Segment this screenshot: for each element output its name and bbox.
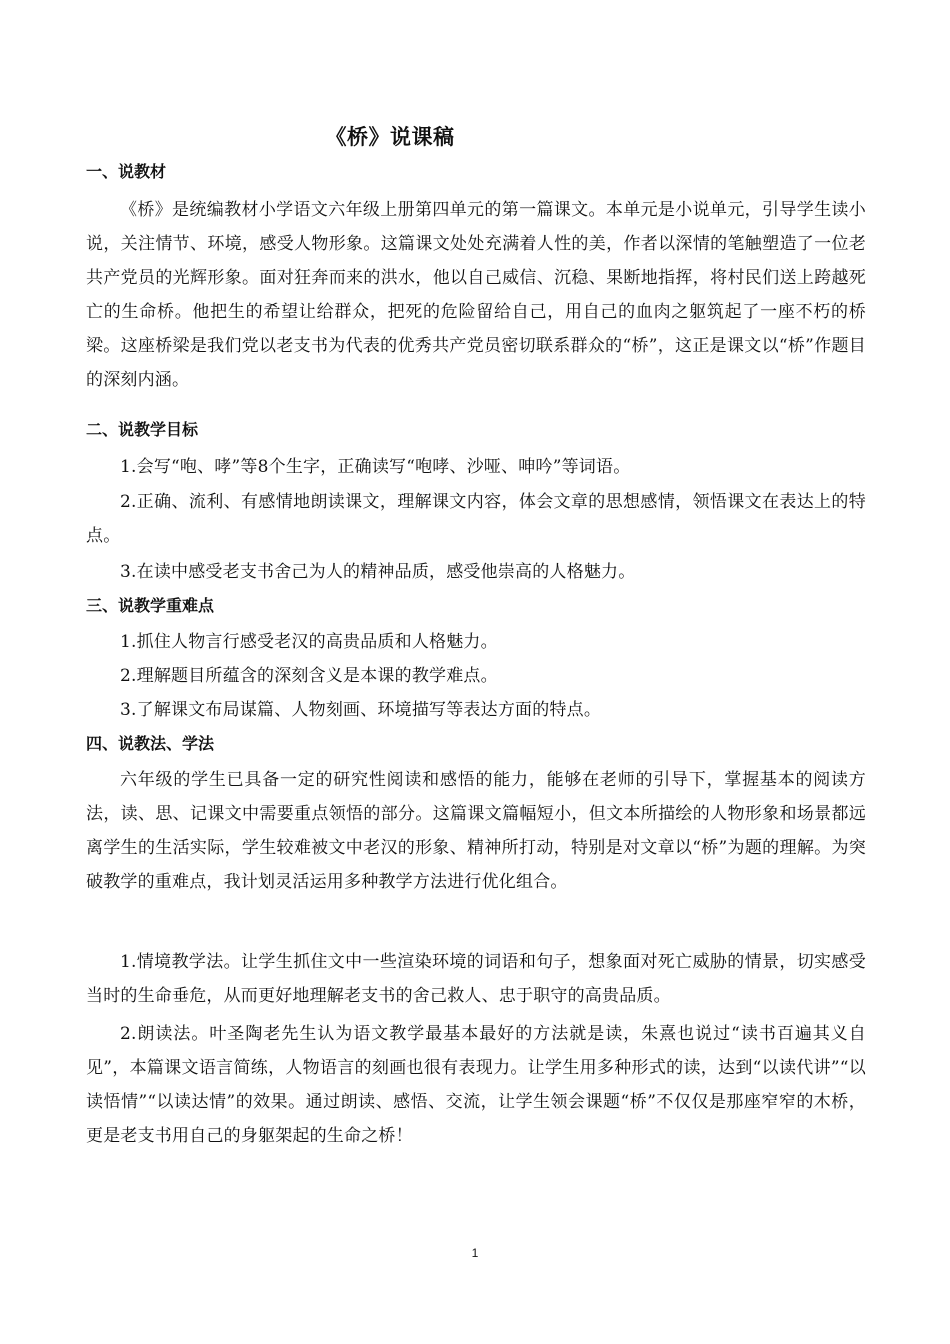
document-title: 《桥》说课稿 xyxy=(325,125,455,149)
list-item: 1.会写“咆、哮”等8个生字，正确读写“咆哮、沙哑、呻吟”等词语。 xyxy=(120,457,631,477)
list-item: 2.朗读法。叶圣陶老先生认为语文教学最基本最好的方法就是读，朱熹也说过“读书百遍其义自见”，本篇课文语言简练，人物语言的刻画也很有表现力。让学生用多种形式的读，达到“以读代讲”“以读悟情”“以读达情”的效果。通过朗读、感悟、交流，让学生领会课题“桥”不仅仅是那座窄窄的木桥，更是老支书用自己的身躯架起的生命之桥！ xyxy=(86,1024,866,1146)
section-heading-teaching-goals: 二、说教学目标 xyxy=(86,420,199,439)
page-number: 1 xyxy=(471,1246,479,1260)
paragraph: 六年级的学生已具备一定的研究性阅读和感悟的能力，能够在老师的引导下，掌握基本的阅读方法，读、思、记课文中需要重点领悟的部分。这篇课文篇幅短小，但文本所描绘的人物形象和场景都远离学生的生活实际，学生较难被文中老汉的形象、精神所打动，特别是对文章以“桥”为题的理解。为突破教学的重难点，我计划灵活运用多种教学方法进行优化组合。 xyxy=(86,770,866,892)
section-heading-teaching-material: 一、说教材 xyxy=(86,162,167,181)
list-item: 3.了解课文布局谋篇、人物刻画、环境描写等表达方面的特点。 xyxy=(120,700,602,720)
section-heading-methods: 四、说教法、学法 xyxy=(86,734,215,753)
list-item: 2.正确、流利、有感情地朗读课文，理解课文内容，体会文章的思想感情，领悟课文在表达上的特点。 xyxy=(86,492,866,546)
list-item: 2.理解题目所蕴含的深刻含义是本课的教学难点。 xyxy=(120,666,498,686)
list-item: 3.在读中感受老支书舍己为人的精神品质，感受他崇高的人格魅力。 xyxy=(120,562,636,582)
paragraph: 《桥》是统编教材小学语文六年级上册第四单元的第一篇课文。本单元是小说单元，引导学生读小说，关注情节、环境，感受人物形象。这篇课文处处充满着人性的美，作者以深情的笔触塑造了一位老共产党员的光辉形象。面对狂奔而来的洪水，他以自己威信、沉稳、果断地指挥，将村民们送上跨越死亡的生命桥。他把生的希望让给群众，把死的危险留给自己，用自己的血肉之躯筑起了一座不朽的桥梁。这座桥梁是我们党以老支书为代表的优秀共产党员密切联系群众的“桥”，这正是课文以“桥”作题目的深刻内涵。 xyxy=(86,200,866,390)
section-heading-key-points: 三、说教学重难点 xyxy=(86,596,215,615)
list-item: 1.情境教学法。让学生抓住文中一些渲染环境的词语和句子，想象面对死亡威胁的情景，切实感受当时的生命垂危，从而更好地理解老支书的舍己救人、忠于职守的高贵品质。 xyxy=(86,952,866,1006)
list-item: 1.抓住人物言行感受老汉的高贵品质和人格魅力。 xyxy=(120,632,498,652)
